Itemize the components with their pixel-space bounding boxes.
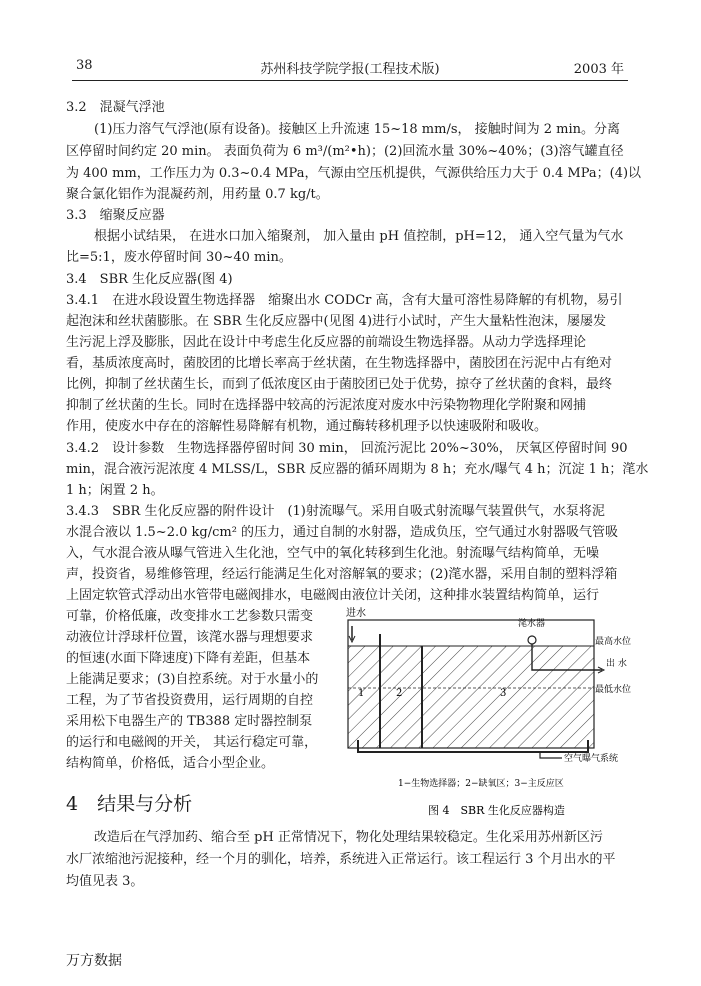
paragraph-line: 为 400 mm，工作压力为 0.3~0.4 MPa，气源由空压机提供，气源供给压力大于 0.4 MPa；(4)以 bbox=[66, 166, 642, 181]
paragraph-line: 上固定软管式浮动出水管带电磁阀排水，电磁阀由液位计关闭，这种排水装置结构简单，运行 bbox=[66, 588, 600, 603]
header-rule bbox=[72, 80, 628, 81]
paragraph-line: 均值见表 3。 bbox=[66, 874, 144, 889]
zone-1-label: 1 bbox=[358, 688, 365, 699]
paragraph-line: 动液位计浮球杆位置，该滗水器与理想要求 bbox=[66, 630, 314, 645]
paragraph-line: 声，投资省，易维修管理，经运行能满足生化对溶解氧的要求；(2)滗水器，采用自制的塑料浮箱 bbox=[66, 567, 618, 582]
paragraph-line: 上能满足要求；(3)自控系统。对于水量小的 bbox=[66, 672, 319, 687]
decanter-float bbox=[528, 636, 536, 644]
paragraph-line: 水混合液以 1.5~2.0 kg/cm² 的压力，通过自制的水射器，造成负压，空气通过水射器吸气管吸 bbox=[66, 525, 619, 540]
paragraph-line: 区停留时间约定 20 min。 表面负荷为 6 m³/(m²•h)；(2)回流水量 30%~40%；(3)溶气罐直径 bbox=[66, 144, 624, 159]
page-header bbox=[76, 58, 624, 78]
paragraph-line: 根据小试结果， 在进水口加入缩聚剂， 加入量由 pH 值控制，pH=12， 通入空气量为气水 bbox=[94, 229, 624, 244]
paragraph-line: 可靠，价格低廉，改变排水工艺参数只需变 bbox=[66, 609, 314, 624]
paragraph-line: min，混合液污泥浓度 4 MLSS/L，SBR 反应器的循环周期为 8 h；充水/曝气 4 h；沉淀 1 h；滗水 bbox=[66, 462, 649, 477]
paragraph-line: (1)压力溶气气浮池(原有设备)。接触区上升流速 15~18 mm/s， 接触时间为 2 min。分离 bbox=[94, 122, 621, 137]
paragraph-line: 水厂浓缩池污泥接种，经一个月的驯化，培养，系统进入正常运行。该工程运行 3 个月出水的平 bbox=[66, 852, 616, 867]
paragraph-line: 1 h；闲置 2 h。 bbox=[66, 483, 164, 498]
paragraph-line: 采用松下电器生产的 TB388 定时器控制泵 bbox=[66, 714, 313, 729]
inlet-label: 进水 bbox=[346, 608, 366, 619]
paragraph-line: 结构简单，价格低，适合小型企业。 bbox=[66, 756, 275, 771]
aeration-label: 空气曝气系统 bbox=[564, 754, 619, 764]
page-number: 38 bbox=[76, 58, 93, 73]
decanter-label: 滗水器 bbox=[518, 619, 546, 629]
paragraph-line: 抑制了丝状菌的生长。同时在选择器中较高的污泥浓度对废水中污染物物理化学附聚和网捕 bbox=[66, 398, 587, 413]
section-heading-3-3: 3.3 缩聚反应器 bbox=[66, 208, 165, 223]
min-level-label: 最低水位 bbox=[595, 685, 632, 695]
section-heading-4: 4 结果与分析 bbox=[66, 793, 193, 815]
paragraph-line: 聚合氯化铝作为混凝药剂，用药量 0.7 kg/t。 bbox=[66, 187, 329, 202]
paragraph-line: 的恒速(水面下降速度)下降有差距，但基本 bbox=[66, 651, 311, 666]
paragraph-line: 看，基质浓度高时，菌胶团的比增长率高于丝状菌，在生物选择器中，菌胶团在污泥中占有绝对 bbox=[66, 356, 613, 371]
figure-legend: 1−生物选择器；2−缺氧区；3−主反应区 bbox=[398, 779, 564, 789]
figure-caption: 图 4 SBR 生化反应器构造 bbox=[428, 804, 565, 817]
outlet-label: 出 水 bbox=[606, 659, 627, 669]
water-body-hatched bbox=[348, 646, 594, 748]
paragraph-line: 生污泥上浮及膨胀，因此在设计中考虑生化反应器的前端设生物选择器。从动力学选择理论 bbox=[66, 335, 587, 350]
paragraph-line: 比例，抑制了丝状菌生长，而到了低浓度区由于菌胶团已处于优势，掠夺了丝状菌的食料，最终 bbox=[66, 377, 613, 392]
section-heading-3-2: 3.2 混凝气浮池 bbox=[66, 100, 165, 115]
max-level-label: 最高水位 bbox=[595, 637, 632, 647]
zone-2-label: 2 bbox=[396, 688, 403, 699]
paragraph-line: 入，气水混合液从曝气管进入生化池，空气中的氧化转移到生化池。射流曝气结构简单，无噪 bbox=[66, 546, 600, 561]
zone-3-label: 3 bbox=[500, 688, 507, 699]
paragraph-line: 工程，为了节省投资费用，运行周期的自控 bbox=[66, 693, 314, 708]
section-heading-3-4: 3.4 SBR 生化反应器(图 4) bbox=[66, 272, 233, 287]
paragraph-line: 3.4.2 设计参数 生物选择器停留时间 30 min， 回流污泥比 20%~30%， 厌氧区停留时间 90 bbox=[66, 441, 628, 456]
paragraph-line: 3.4.1 在进水段设置生物选择器 缩聚出水 CODCr 高，含有大量可溶性易降解的有机物，易引 bbox=[66, 293, 623, 308]
paragraph-line: 的运行和电磁阀的开关， 其运行稳定可靠， bbox=[66, 735, 318, 750]
journal-title: 苏州科技学院学报(工程技术版) bbox=[260, 62, 440, 77]
paragraph-line: 3.4.3 SBR 生化反应器的附件设计 (1)射流曝气。采用自吸式射流曝气装置供气，水泵将泥 bbox=[66, 504, 605, 519]
paragraph-line: 起泡沫和丝状菌膨胀。在 SBR 生化反应器中(见图 4)进行小试时，产生大量粘性泡沫，屡屡发 bbox=[66, 314, 607, 329]
footer-source: 万方数据 bbox=[66, 953, 122, 969]
paragraph-line: 比=5:1，废水停留时间 30~40 min。 bbox=[66, 250, 292, 265]
paragraph-line: 改造后在气浮加药、缩合至 pH 正常情况下，物化处理结果较稳定。生化采用苏州新区污 bbox=[94, 830, 603, 845]
paragraph-line: 作用，使废水中存在的溶解性易降解有机物，通过酶转移机理予以快速吸附和吸收。 bbox=[66, 419, 548, 434]
publication-year: 2003 年 bbox=[573, 62, 624, 77]
sbr-reactor-figure bbox=[340, 600, 640, 820]
